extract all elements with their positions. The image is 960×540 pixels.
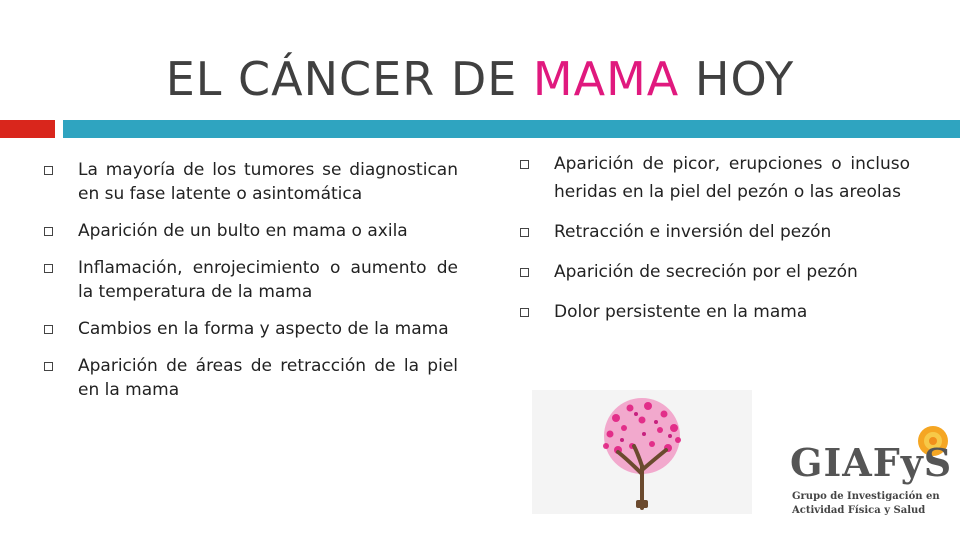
logo-wordmark: GIAFyS <box>790 440 953 485</box>
slide-title <box>0 52 960 106</box>
bullet-item <box>520 150 910 206</box>
bullet-text: Cambios en la forma y aspecto de la mama <box>78 319 449 339</box>
bullet-item <box>44 256 458 304</box>
logo-subtitle-line-1: Grupo de Investigación en <box>792 491 940 502</box>
bullet-text: Aparición de secreción por el pezón <box>554 262 858 282</box>
logo-subtitle <box>792 490 940 518</box>
left-bullet-list <box>44 158 458 402</box>
bullet-text: Retracción e inversión del pezón <box>554 222 832 242</box>
logo-subtitle-line-2: Actividad Física y Salud <box>792 505 926 516</box>
bullet-square-icon <box>44 362 53 371</box>
bullet-text: Dolor persistente en la mama <box>554 302 808 322</box>
right-bullet-column <box>520 150 910 338</box>
bullet-item <box>44 158 458 206</box>
bullet-text: Aparición de picor, erupciones o incluso heridas en la piel del pezón o las areolas <box>554 154 910 202</box>
accent-bar-teal <box>63 120 960 138</box>
title-part-2: HOY <box>679 52 795 106</box>
bullet-item <box>44 317 458 341</box>
bullet-square-icon <box>44 166 53 175</box>
bullet-item <box>44 354 458 402</box>
giafys-logo <box>780 420 955 530</box>
right-bullet-list <box>520 150 910 326</box>
left-bullet-column <box>44 158 458 415</box>
bullet-text: Aparición de áreas de retracción de la piel en la mama <box>78 356 458 400</box>
bullet-square-icon <box>520 308 529 317</box>
bullet-text: Aparición de un bulto en mama o axila <box>78 221 408 241</box>
title-part-1: EL CÁNCER DE <box>165 52 533 106</box>
accent-bar-red <box>0 120 55 138</box>
bullet-square-icon <box>520 268 529 277</box>
bullet-square-icon <box>44 264 53 273</box>
bullet-square-icon <box>44 227 53 236</box>
bullet-item <box>520 258 910 286</box>
pink-ribbon-tree-icon <box>532 390 752 514</box>
bullet-item <box>520 298 910 326</box>
bullet-square-icon <box>520 160 529 169</box>
bullet-square-icon <box>44 325 53 334</box>
bullet-square-icon <box>520 228 529 237</box>
bullet-item <box>44 219 458 243</box>
bullet-item <box>520 218 910 246</box>
ribbon-tree-illustration <box>532 390 752 514</box>
title-accent: MAMA <box>532 52 680 106</box>
bullet-text: Inflamación, enrojecimiento o aumento de la temperatura de la mama <box>78 258 458 302</box>
bullet-text: La mayoría de los tumores se diagnostican en su fase latente o asintomática <box>78 160 458 204</box>
